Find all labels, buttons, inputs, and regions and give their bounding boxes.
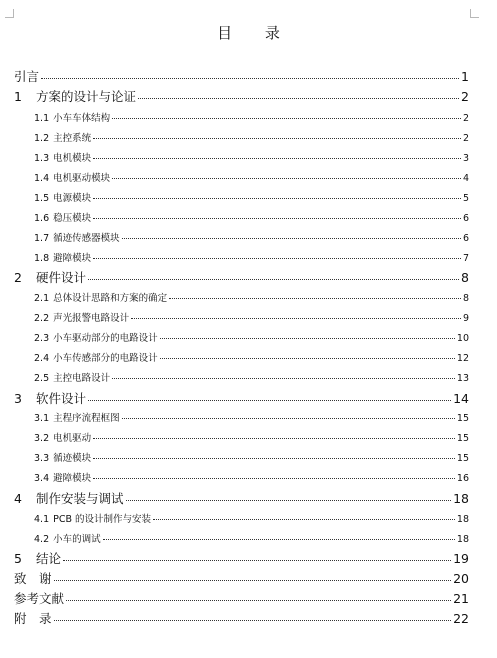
toc-page-number: 2: [462, 133, 469, 144]
toc-page-number: 4: [462, 173, 469, 184]
toc-dot-leader: [153, 518, 455, 520]
toc-dot-leader: [112, 117, 461, 119]
toc-chapter-entry[interactable]: [0, 609, 497, 627]
toc-dot-leader: [122, 417, 455, 419]
toc-page-number: 1: [461, 69, 469, 84]
toc-page-number: 2: [462, 113, 469, 124]
page-corner-mark-left: [5, 9, 14, 18]
toc-entry-number: 1.7: [34, 233, 50, 244]
toc-section-entry[interactable]: [0, 190, 497, 204]
toc-entry-number: 4.1: [34, 514, 50, 525]
toc-dot-leader: [93, 197, 461, 199]
toc-page-number: 12: [456, 353, 469, 364]
toc-entry-number: 4: [14, 491, 22, 506]
toc-entry-title: 主程序流程框图: [53, 413, 120, 424]
toc-page-number: 15: [456, 453, 469, 464]
toc-section-entry[interactable]: [0, 330, 497, 344]
toc-entry-title: 电源模块: [53, 193, 92, 204]
toc-page-number: 15: [456, 413, 469, 424]
toc-chapter-entry[interactable]: [0, 489, 497, 507]
toc-entry-title: 电机模块: [53, 153, 92, 164]
toc-entry-title: 小车的调试: [53, 534, 101, 545]
page-corner-mark-right: [470, 9, 479, 18]
toc-section-entry[interactable]: [0, 430, 497, 444]
toc-entry-title: 声光报警电路设计: [53, 313, 130, 324]
toc-entry-title: 致 谢: [14, 571, 52, 586]
toc-entry-title: 避障模块: [53, 253, 92, 264]
toc-entry-title: 制作安装与调试: [36, 491, 124, 506]
toc-entry-title: 参考文献: [14, 591, 65, 606]
toc-page-number: 21: [453, 591, 469, 606]
toc-page-number: 20: [453, 571, 469, 586]
toc-entry-number: 2: [14, 270, 22, 285]
toc-entry-number: 1.5: [34, 193, 50, 204]
toc-dot-leader: [160, 337, 455, 339]
toc-chapter-entry[interactable]: [0, 268, 497, 286]
toc-entry-number: 2.3: [34, 333, 50, 344]
toc-dot-leader: [122, 237, 461, 239]
toc-entry-title: 主控电路设计: [53, 373, 111, 384]
toc-page-number: 8: [462, 293, 469, 304]
toc-section-entry[interactable]: [0, 210, 497, 224]
toc-entry-number: 1.8: [34, 253, 50, 264]
toc-dot-leader: [88, 399, 451, 401]
toc-entry-number: 1: [14, 89, 22, 104]
toc-page-number: 9: [462, 313, 469, 324]
toc-section-entry[interactable]: [0, 511, 497, 525]
toc-entry-title: 硬件设计: [36, 270, 87, 285]
toc-entry-title: 引言: [14, 69, 40, 84]
toc-dot-leader: [66, 599, 451, 601]
toc-entry-title: 循迹模块: [53, 453, 92, 464]
toc-dot-leader: [103, 538, 455, 540]
toc-entry-number: 1.2: [34, 133, 50, 144]
toc-page-number: 18: [456, 514, 469, 525]
toc-entry-title: 电机驱动: [53, 433, 92, 444]
toc-page-number: 13: [456, 373, 469, 384]
toc-section-entry[interactable]: [0, 410, 497, 424]
toc-section-entry[interactable]: [0, 450, 497, 464]
toc-entry-number: 5: [14, 551, 22, 566]
toc-dot-leader: [93, 437, 455, 439]
toc-dot-leader: [93, 137, 461, 139]
toc-dot-leader: [169, 297, 461, 299]
toc-section-entry[interactable]: [0, 150, 497, 164]
toc-section-entry[interactable]: [0, 170, 497, 184]
toc-entry-number: 2.1: [34, 293, 50, 304]
toc-page-number: 8: [461, 270, 469, 285]
toc-dot-leader: [88, 278, 459, 280]
toc-chapter-entry[interactable]: [0, 389, 497, 407]
toc-entry-title: 小车车体结构: [53, 113, 111, 124]
toc-dot-leader: [41, 77, 459, 79]
toc-section-entry[interactable]: [0, 350, 497, 364]
toc-dot-leader: [112, 377, 455, 379]
toc-section-entry[interactable]: [0, 110, 497, 124]
toc-entry-number: 1.4: [34, 173, 50, 184]
toc-entry-title: 软件设计: [36, 391, 87, 406]
toc-chapter-entry[interactable]: [0, 549, 497, 567]
toc-page-number: 19: [453, 551, 469, 566]
toc-entry-title: 小车驱动部分的电路设计: [53, 333, 158, 344]
toc-entry-title: 结论: [36, 551, 62, 566]
toc-page-number: 6: [462, 233, 469, 244]
toc-entry-title: 小车传感部分的电路设计: [53, 353, 158, 364]
toc-dot-leader: [93, 477, 455, 479]
toc-entry-title: 主控系统: [53, 133, 92, 144]
toc-page-number: 5: [462, 193, 469, 204]
toc-page-number: 16: [456, 473, 469, 484]
toc-entry-title: 避障模块: [53, 473, 92, 484]
toc-chapter-entry[interactable]: [0, 569, 497, 587]
toc-title: 目 录: [217, 24, 294, 42]
toc-section-entry[interactable]: [0, 230, 497, 244]
toc-page-number: 14: [453, 391, 469, 406]
toc-page-number: 2: [461, 89, 469, 104]
toc-dot-leader: [131, 317, 461, 319]
toc-dot-leader: [138, 97, 459, 99]
toc-page-number: 18: [456, 534, 469, 545]
toc-entry-number: 3.4: [34, 473, 50, 484]
toc-page-number: 6: [462, 213, 469, 224]
toc-dot-leader: [93, 217, 461, 219]
toc-dot-leader: [54, 579, 452, 581]
toc-section-entry[interactable]: [0, 290, 497, 304]
toc-dot-leader: [112, 177, 461, 179]
toc-section-entry[interactable]: [0, 470, 497, 484]
toc-entry-number: 4.2: [34, 534, 50, 545]
toc-entry-title: 附 录: [14, 611, 52, 626]
toc-entry-number: 2.2: [34, 313, 50, 324]
toc-entry-title: 电机驱动模块: [53, 173, 111, 184]
toc-dot-leader: [54, 619, 452, 621]
toc-dot-leader: [93, 157, 461, 159]
toc-chapter-entry[interactable]: [0, 67, 497, 85]
toc-page-number: 15: [456, 433, 469, 444]
toc-page-number: 10: [456, 333, 469, 344]
toc-page-number: 18: [453, 491, 469, 506]
toc-section-entry[interactable]: [0, 310, 497, 324]
toc-page-number: 22: [453, 611, 469, 626]
toc-chapter-entry[interactable]: [0, 87, 497, 105]
toc-section-entry[interactable]: [0, 250, 497, 264]
toc-page-number: 3: [462, 153, 469, 164]
toc-dot-leader: [160, 357, 455, 359]
toc-page-number: 7: [462, 253, 469, 264]
toc-entry-title: 总体设计思路和方案的确定: [53, 293, 168, 304]
toc-entry-title: 方案的设计与论证: [36, 89, 137, 104]
toc-entry-title: PCB 的设计制作与安装: [53, 514, 152, 525]
toc-entry-number: 2.4: [34, 353, 50, 364]
toc-entry-number: 3.2: [34, 433, 50, 444]
toc-entry-number: 3.1: [34, 413, 50, 424]
toc-chapter-entry[interactable]: [0, 589, 497, 607]
toc-entry-number: 2.5: [34, 373, 50, 384]
toc-entry-number: 3.3: [34, 453, 50, 464]
toc-entry-number: 3: [14, 391, 22, 406]
toc-entry-number: 1.1: [34, 113, 50, 124]
toc-entry-number: 1.6: [34, 213, 50, 224]
toc-section-entry[interactable]: [0, 531, 497, 545]
toc-dot-leader: [126, 499, 452, 501]
toc-entry-title: 稳压模块: [53, 213, 92, 224]
toc-section-entry[interactable]: [0, 130, 497, 144]
toc-dot-leader: [93, 457, 455, 459]
toc-dot-leader: [93, 257, 461, 259]
toc-section-entry[interactable]: [0, 370, 497, 384]
toc-entry-title: 循迹传感器模块: [53, 233, 120, 244]
toc-dot-leader: [63, 559, 451, 561]
toc-entry-number: 1.3: [34, 153, 50, 164]
